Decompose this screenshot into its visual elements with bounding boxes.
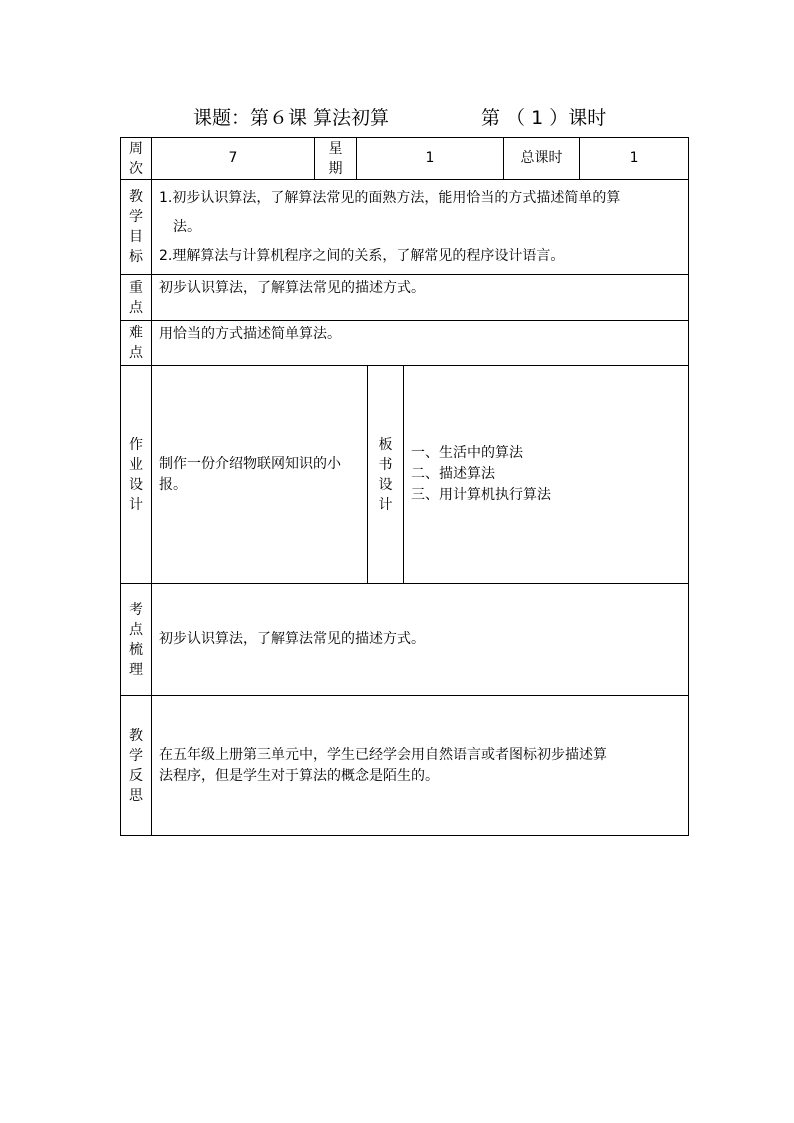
row-goals bbox=[121, 180, 689, 275]
board-item-2: 二、描述算法 bbox=[411, 466, 495, 482]
day-label: 星 期 bbox=[315, 138, 357, 180]
homework-label: 作 业 设 计 bbox=[121, 366, 152, 584]
board-item-3: 三、用计算机执行算法 bbox=[411, 487, 551, 503]
homework-text: 制作一份介绍物联网知识的小报。 bbox=[152, 366, 368, 584]
exam-points-text: 初步认识算法，了解算法常见的描述方式。 bbox=[152, 584, 689, 696]
row-schedule bbox=[121, 138, 689, 180]
board-item-1: 一、生活中的算法 bbox=[411, 445, 523, 461]
total-hours-value: 1 bbox=[580, 138, 689, 180]
difficulties-text: 用恰当的方式描述简单算法。 bbox=[152, 321, 689, 366]
total-hours-label: 总课时 bbox=[504, 138, 580, 180]
key-points-text: 初步认识算法，了解算法常见的描述方式。 bbox=[152, 275, 689, 321]
board-content bbox=[404, 366, 689, 584]
row-reflection bbox=[121, 696, 689, 836]
lesson-period: 第 （ 1 ）课时 bbox=[481, 107, 607, 129]
reflection-line-2: 法程序，但是学生对于算法的概念是陌生的。 bbox=[159, 767, 439, 784]
key-points-label: 重 点 bbox=[121, 275, 152, 321]
row-homework-board bbox=[121, 366, 689, 584]
goal-1-line-2: 法。 bbox=[173, 218, 201, 235]
lesson-title-bar bbox=[193, 105, 653, 131]
lesson-plan-table bbox=[120, 137, 689, 836]
goal-2: 2.理解算法与计算机程序之间的关系，了解常见的程序设计语言。 bbox=[159, 247, 565, 264]
goal-1-line-1: 1.初步认识算法，了解算法常见的面熟方法，能用恰当的方式描述简单的算 bbox=[159, 189, 621, 206]
exam-points-label: 考 点 梳 理 bbox=[121, 584, 152, 696]
week-label: 周 次 bbox=[121, 138, 152, 180]
reflection-label: 教 学 反 思 bbox=[121, 696, 152, 836]
difficulties-label: 难 点 bbox=[121, 321, 152, 366]
goals-label: 教 学 目 标 bbox=[121, 180, 152, 275]
row-key-points bbox=[121, 275, 689, 321]
day-value: 1 bbox=[357, 138, 504, 180]
board-label: 板 书 设 计 bbox=[368, 366, 404, 584]
row-exam-points bbox=[121, 584, 689, 696]
goals-content bbox=[152, 180, 689, 275]
row-difficulties bbox=[121, 321, 689, 366]
reflection-line-1: 在五年级上册第三单元中，学生已经学会用自然语言或者图标初步描述算 bbox=[159, 746, 607, 763]
week-value: 7 bbox=[152, 138, 315, 180]
reflection-text bbox=[152, 696, 689, 836]
lesson-title: 课题：第６课 算法初算 bbox=[193, 107, 390, 129]
